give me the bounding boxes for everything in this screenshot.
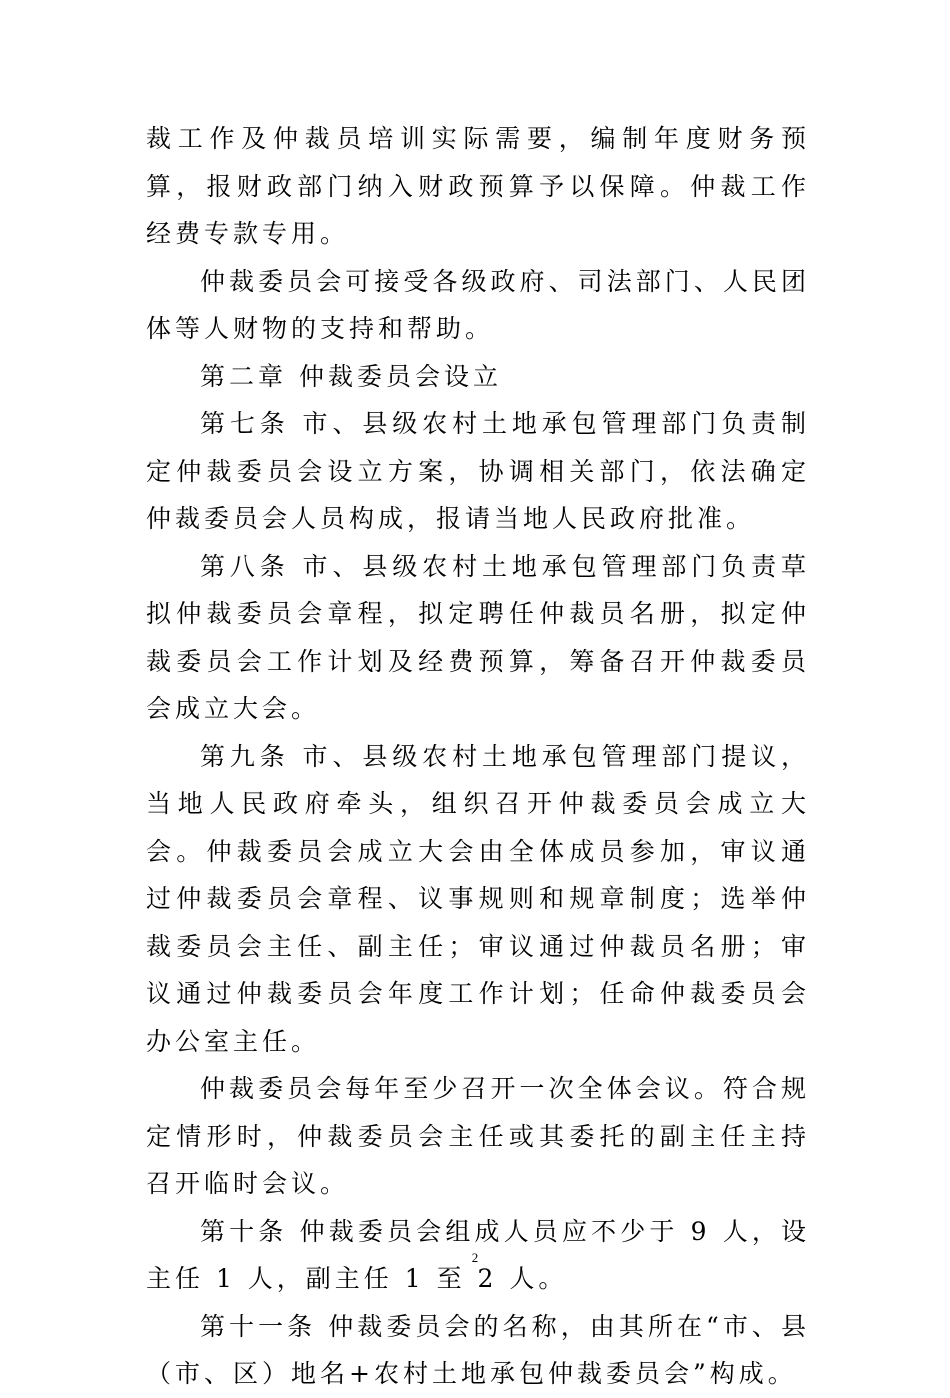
paragraph-support: 仲裁委员会可接受各级政府、司法部门、人民团体等人财物的支持和帮助。 (146, 266, 810, 343)
article-9: 第九条 市、县级农村土地承包管理部门提议，当地人民政府牵头，组织召开仲裁委员会成立大会。仲裁委员会成立大会由全体成员参加，审议通过仲裁委员会章程、议事规则和规章制度；选举仲裁委员会主任、副主任；审议通过仲裁员名册；审议通过仲裁委员会年度工作计划；任命仲裁委员会办公室主任。 (146, 741, 810, 1056)
article-10: 第十条 仲裁委员会组成人员应不少于 9 人，设主任 1 人，副主任 1 至 2 人。 (146, 1216, 810, 1293)
article-11: 第十一条 仲裁委员会的名称，由其所在“市、县（市、区）地名+农村土地承包仲裁委员会”构成。 (146, 1311, 810, 1388)
body-text (146, 115, 810, 1398)
paragraph-meetings: 仲裁委员会每年至少召开一次全体会议。符合规定情形时，仲裁委员会主任或其委托的副主任主持召开临时会议。 (146, 1074, 810, 1198)
article-7: 第七条 市、县级农村土地承包管理部门负责制定仲裁委员会设立方案，协调相关部门，依法确定仲裁委员会人员构成，报请当地人民政府批准。 (146, 409, 810, 533)
article-8: 第八条 市、县级农村土地承包管理部门负责草拟仲裁委员会章程，拟定聘任仲裁员名册，拟定仲裁委员会工作计划及经费预算，筹备召开仲裁委员会成立大会。 (146, 551, 810, 723)
page-number: 2 (471, 1250, 479, 1265)
chapter-heading: 第二章 仲裁委员会设立 (200, 361, 502, 391)
paragraph-budget-continuation: 裁工作及仲裁员培训实际需要，编制年度财务预算，报财政部门纳入财政预算予以保障。仲裁工作经费专款专用。 (146, 124, 810, 248)
